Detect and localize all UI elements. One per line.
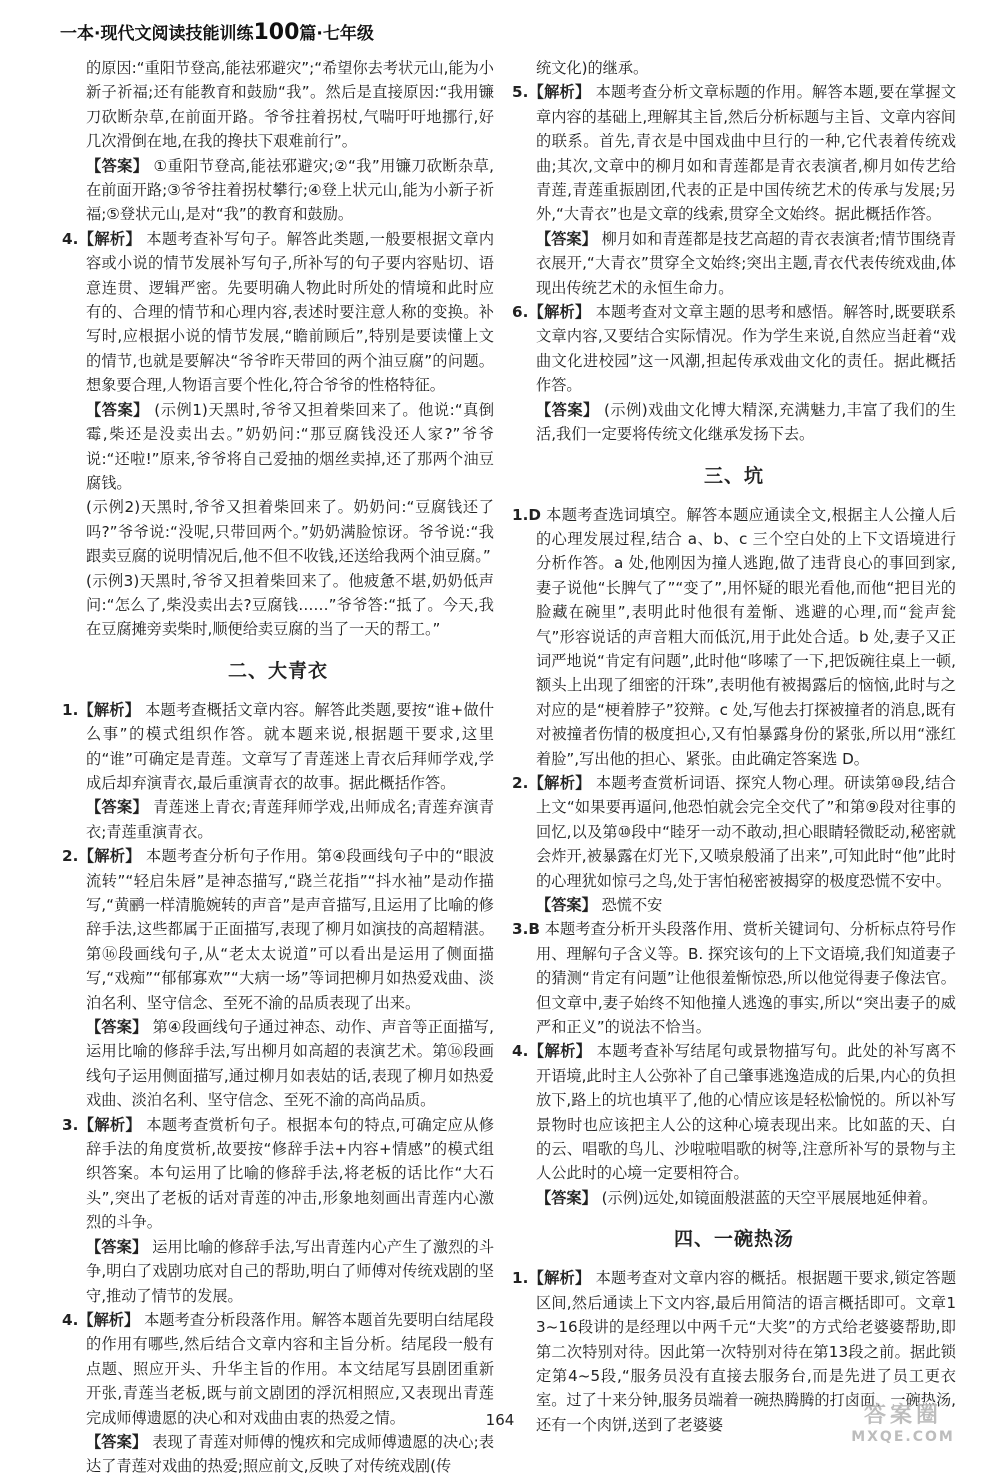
body-text: 表现了青莲对师傅的愧疚和完成师傅遗愿的决心;表达了青莲对戏曲的热爱;照应前文,反映了对传统戏剧(传	[86, 1432, 495, 1476]
question-number: 2.	[62, 847, 79, 866]
question-item	[512, 917, 956, 1039]
question-item	[512, 80, 956, 226]
right-column	[512, 56, 956, 1437]
label-tag: 【答案】	[536, 229, 597, 248]
running-header	[60, 16, 960, 50]
section-heading: 三、坑	[703, 464, 764, 487]
body-text: 本题考查分析段落作用。解答本题首先要明白结尾段的作用有哪些,然后结合文章内容和主旨分析。结尾段一般有点题、照应开头、升华主旨的作用。本文结尾写县剧团重新开张,青莲当老板,既与前文剧团的浮沉相照应,又表现出青莲完成师傅遗愿的决心和对戏曲由衷的热爱之情。	[86, 1310, 495, 1427]
text-paragraph	[62, 569, 494, 642]
label-tag: 【解析】	[528, 1269, 591, 1288]
answer-item	[62, 1235, 494, 1308]
page-number: 164	[485, 1411, 515, 1429]
question-number: 1.	[512, 1269, 529, 1288]
header-number: 100	[253, 20, 300, 45]
section-heading: 二、大青衣	[227, 659, 328, 682]
question-number: 3.	[62, 1115, 79, 1134]
question-item	[62, 698, 494, 796]
label-tag: 【答案】	[86, 1432, 148, 1451]
body-text: 本题考查补写句子。解答此类题,一般要根据文章内容或小说的情节发展补写句子,所补写的句子要内容贴切、语意连贯、逻辑严密。先要明确人物此时所处的情境和此时应有的、合理的情节和心理内容,表述时要注意人称的变换。补写时,应根据小说的情节发展,“瞻前顾后”,特别是要读懂上文的情节,也就是要解决“爷爷昨天带回的两个油豆腐”的问题。想象要合理,人物语言要个性化,符合爷爷的性格特征。	[86, 229, 495, 395]
body-text: (示例)远处,如镜面般湛蓝的天空平展展地延伸着。	[601, 1188, 938, 1207]
body-text: 本题考查概括文章内容。解答此类题,要按“谁+做什么事”的模式组织作答。就本题来说,根据题干要求,这里的“谁”可确定是青莲。文章写了青莲迷上青衣后拜师学戏,学成后却弃演青衣,最后重演青衣的故事。据此概括作答。	[86, 700, 495, 792]
body-text: 本题考查分析句子作用。第④段画线句子中的“眼波流转”“轻启朱唇”是神态描写,“跷兰花指”“抖水袖”是动作描写,“黄鹂一样清脆婉转的声音”是声音描写,且运用了比喻的修辞手法,这些都属于正面描写,表现了柳月如演技的高超精湛。第⑯段画线句子,从“老太太说道”可以看出是运用了侧面描写,“戏痴”“郁郁寡欢”“大病一场”等词把柳月如热爱戏曲、淡泊名利、坚守信念、至死不渝的品质表现了出来。	[86, 847, 495, 1012]
label-tag: 【答案】	[86, 1018, 148, 1037]
body-text: 本题考查赏析词语、探究人物心理。研读第⑩段,结合上文“如果要再逼问,他恐怕就会完全交代了”和第⑨段对往事的回忆,以及第⑩段中“睦牙一动不敢动,担心眼睛轻微眨动,秘密就会炸开,被暴露在灯光下,又喷泉般涌了出来”,可知此时“他”此时的心理犹如惊弓之鸟,处于害怕秘密被揭穿的极度恐慌不安中。	[536, 773, 956, 890]
label-tag: 【解析】	[528, 303, 591, 322]
answer-item	[512, 398, 956, 447]
body-text: 青莲迷上青衣;青莲拜师学戏,出师成名;青莲弃演青衣;青莲重演青衣。	[86, 798, 495, 841]
text-paragraph	[62, 56, 494, 154]
body-text: (示例3)天黑时,爷爷又担着柴回来了。他疲惫不堪,奶奶低声问:“怎么了,柴没卖出去?豆腐钱……”爷爷答:“抵了。今天,我在豆腐摊旁卖柴时,顺便给卖豆腐的当了一天的帮工。”	[86, 571, 494, 639]
body-text: 本题考查分析开头段落作用、赏析关键词句、分析标点符号作用、理解句子含义等。B. 探究该句的上下文语境,我们知道妻子的猜测“肯定有问题”让他很羞惭惊恐,所以他觉得妻子像法官。但文章中,妻子始终不知他撞人逃逸的事实,所以“突出妻子的威严和正义”的说法不恰当。	[536, 920, 957, 1037]
body-text: 统文化)的继承。	[536, 59, 649, 77]
label-tag: 【解析】	[78, 700, 141, 719]
body-text: 本题考查选词填空。解答本题应通读全文,根据主人公撞人后的心理发展过程,结合 a、b、c 三个空白处的上下文语境进行分析作答。a 处,他刚因为撞人逃跑,做了违背良心的事回到家,妻子说他“长脾气了”“变了”,用怀疑的眼光看他,而他“把目光的脸藏在碗里”,表明此时他很有羞惭、逃避的心理,而“瓮声瓮气”形容说话的声音粗大而低沉,用于此处合适。b 处,妻子又正词严地说“肯定有问题”,此时他“哆嗦了一下,把饭碗往桌上一顿,额头上出现了细密的汗珠”,表明他有被揭露后的恼恼,此时与之对应的是“梗着脖子”狡辩。c 处,写他去打探被撞者的消息,既有对被撞者伤情的极度担心,又有怕暴露身份的紧张,所以用“涨红着脸”,写出他的担心、紧张。由此确定答案选 D。	[536, 505, 957, 768]
left-column	[62, 56, 494, 1479]
label-tag: 【答案】	[86, 156, 149, 175]
question-item	[512, 503, 956, 771]
body-text: (示例1)天黑时,爷爷又担着柴回来了。他说:“真倒霉,柴还是没卖出去。”奶奶问:“那豆腐钱没还人家?”爷爷说:“还啦!”原来,爷爷将自己爱抽的烟丝卖掉,还了那两个油豆腐钱。	[86, 400, 495, 492]
label-tag: 【答案】	[86, 798, 148, 817]
answer-item	[512, 893, 956, 917]
label-tag: B	[528, 920, 540, 939]
label-tag: 【解析】	[78, 1115, 142, 1134]
text-paragraph	[512, 56, 956, 80]
question-item	[62, 1113, 494, 1235]
question-item	[512, 771, 956, 893]
question-number: 2.	[512, 773, 529, 792]
question-number: 5.	[512, 83, 529, 102]
label-tag: 【答案】	[86, 400, 149, 419]
body-text: 本题考查补写结尾句或景物描写句。此处的补写离不开语境,此时主人公弥补了自己肇事逃逸造成的后果,内心的负担放下,路上的坑也填平了,他的心情应该是轻松愉悦的。所以补写景物时也应该把主人公的这种心境表现出来。比如蓝的天、白的云、唱歌的鸟儿、沙啦啦唱歌的树等,注意所补写的景物与主人公此时的心境一定要相符合。	[536, 1042, 957, 1183]
body-text: (示例2)天黑时,爷爷又担着柴回来了。奶奶问:“豆腐钱还了吗?”爷爷说:“没呢,只带回两个。”奶奶满脸惊讶。爷爷说:“我跟卖豆腐的说明情况后,他不但不收钱,还送给我两个油豆腐。”	[86, 498, 494, 566]
body-text: 本题考查对文章内容的概括。根据题干要求,锁定答题区间,然后通读上下文内容,最后用简洁的语言概括即可。文章13~16段讲的是经理以中两千元“大奖”的方式给老婆婆帮助,即第二次特别对待。因此第一次特别对待在第13段之前。据此锁定第4~5段,“服务员没有直接去服务台,而是先进了员工更衣室。过了十来分钟,服务员端着一碗热腾腾的打卤面、一碗热汤,还有一个肉饼,送到了老婆婆	[536, 1269, 957, 1434]
label-tag: D	[528, 505, 541, 524]
body-text: (示例)戏曲文化博大精深,充满魅力,丰富了我们的生活,我们一定要将传统文化继承发扬下去。	[536, 400, 957, 444]
label-tag: 【解析】	[78, 1310, 140, 1329]
watermark-logo	[828, 1404, 978, 1448]
label-tag: 【解析】	[78, 847, 141, 866]
watermark-text: 答案圈	[863, 1403, 942, 1428]
question-number: 1.	[512, 505, 529, 524]
body-text: 的原因:“重阳节登高,能祛邪避灾”;“希望你去考状元山,能为小新子祈福;还有能教育和鼓励“我”。然后是直接原因:“我用镰刀砍断杂草,在前面开路。爷爷拄着拐杖,气喘吁吁地挪行,好几次滑倒在地,在我的搀扶下艰难前行”。	[86, 59, 494, 151]
question-item	[512, 300, 956, 398]
text-paragraph	[62, 495, 494, 568]
body-text: 第④段画线句子通过神态、动作、声音等正面描写,运用比喻的修辞手法,写出柳月如高超的表演艺术。第⑯段画线句子运用侧面描写,通过柳月如表姑的话,表现了柳月如热爱戏曲、淡泊名利、坚守信念、至死不渝的高尚品质。	[86, 1018, 494, 1110]
body-text: 本题考查分析文章标题的作用。解答本题,要在掌握文章内容的基础上,理解其主旨,然后分析标题与主旨、文章内容间的联系。首先,青衣是中国戏曲中旦行的一种,它代表着传统戏曲;其次,文章中的柳月如和青莲都是青衣表演者,柳月如传艺给青莲,青莲重振剧团,代表的正是中国传统艺术的传承与发展;另外,“大青衣”也是文章的线索,贯穿全文始终。据此概括作答。	[536, 83, 957, 224]
label-tag: 【答案】	[536, 896, 597, 914]
body-text: 本题考查赏析句子。根据本句的特点,可确定应从修辞手法的角度赏析,故要按“修辞手法+内容+情感”的模式组织答案。本句运用了比喻的修辞手法,将老板的话比作“大石头”,突出了老板的话对青莲的冲击,形象地刻画出青莲内心激烈的斗争。	[86, 1115, 495, 1232]
body-text: 本题考查对文章主题的思考和感悟。解答时,既要联系文章内容,又要结合实际情况。作为学生来说,自然应当赶着“戏曲文化进校园”这一风潮,担起传承戏曲文化的责任。据此概括作答。	[536, 303, 957, 395]
question-number: 6.	[512, 303, 529, 322]
section-heading: 四、一碗热汤	[673, 1228, 794, 1251]
answer-item	[62, 1430, 494, 1479]
answer-item	[62, 795, 494, 844]
body-text: 运用比喻的修辞手法,写出青莲内心产生了激烈的斗争,明白了戏剧功底对自己的帮助,明白了师傅对传统戏剧的坚守,推动了情节的发展。	[86, 1237, 495, 1305]
answer-item	[62, 154, 494, 227]
label-tag: 【答案】	[536, 400, 599, 419]
question-number: 4.	[62, 1310, 79, 1329]
label-tag: 【解析】	[528, 773, 591, 792]
body-text: 恐慌不安	[601, 896, 663, 914]
body-text: ①重阳节登高,能祛邪避灾;②“我”用镰刀砍断杂草,在前面开路;③爷爷拄着拐杖攀行;④登上状元山,能为小新子祈福;⑤登状元山,是对“我”的教育和鼓励。	[86, 156, 494, 224]
answer-item	[512, 1186, 956, 1210]
question-number: 4.	[62, 229, 79, 248]
answer-item	[62, 398, 494, 496]
question-item	[62, 227, 494, 398]
body-text: 柳月如和青莲都是技艺高超的青衣表演者;情节围绕青衣展开,“大青衣”贯穿全文始终;突出主题,青衣代表传统戏曲,体现出传统艺术的永恒生命力。	[536, 229, 957, 297]
watermark-url: MXQE.COM	[851, 1429, 955, 1445]
answer-item	[512, 227, 956, 300]
question-number: 4.	[512, 1042, 529, 1061]
question-item	[512, 1039, 956, 1185]
label-tag: 【解析】	[528, 83, 591, 102]
question-number: 3.	[512, 920, 529, 939]
label-tag: 【答案】	[86, 1237, 148, 1256]
answer-item	[62, 1015, 494, 1113]
question-item	[62, 844, 494, 1015]
header-prefix: 一本·现代文阅读技能训练	[60, 24, 254, 44]
question-number: 1.	[62, 700, 79, 719]
header-suffix: 篇·七年级	[299, 24, 374, 44]
label-tag: 【解析】	[78, 229, 142, 248]
label-tag: 【答案】	[536, 1188, 597, 1207]
label-tag: 【解析】	[528, 1042, 592, 1061]
